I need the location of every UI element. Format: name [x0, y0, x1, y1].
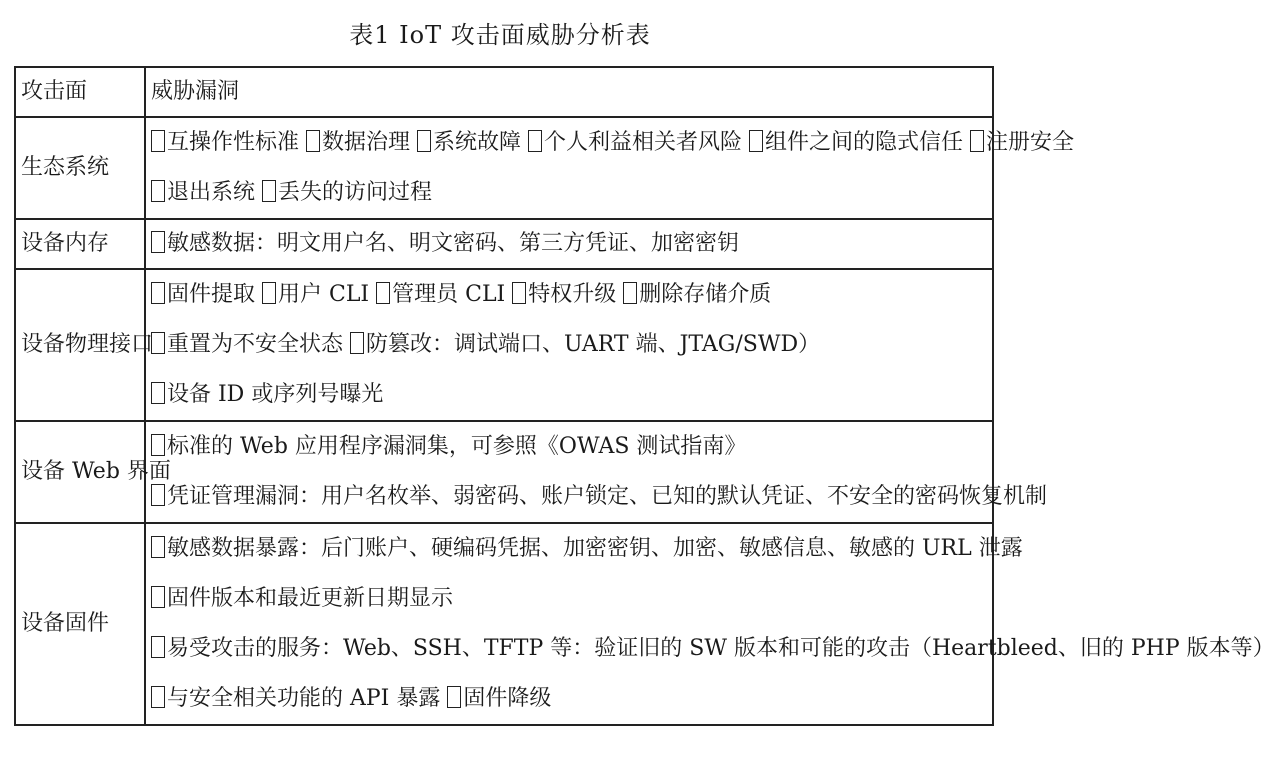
table-row: [15, 117, 993, 219]
threat-item: 固件版本和最近更新日期显示: [167, 586, 454, 611]
checkbox-icon: [262, 180, 276, 202]
threat-line: [151, 320, 992, 370]
threat-item: 删除存储介质: [639, 282, 772, 307]
threat-item: 重置为不安全状态: [167, 332, 350, 357]
header-attack-surface: 攻击面: [15, 67, 145, 117]
attack-surface-label: 设备 Web 界面: [21, 459, 171, 484]
checkbox-icon: [151, 332, 165, 354]
threat-item: 管理员 CLI: [392, 282, 513, 307]
threat-item: 特权升级: [528, 282, 624, 307]
attack-surface-label: 设备固件: [21, 611, 110, 636]
checkbox-icon: [151, 282, 165, 304]
attack-surface-cell: [15, 523, 145, 725]
checkbox-icon: [151, 382, 165, 404]
checkbox-icon: [262, 282, 276, 304]
checkbox-icon: [970, 130, 984, 152]
threat-item: 凭证管理漏洞：用户名枚举、弱密码、账户锁定、已知的默认凭证、不安全的密码恢复机制: [167, 484, 1048, 509]
threat-line: [151, 118, 1075, 168]
threat-cell: [145, 117, 1075, 219]
threat-item: 组件之间的隐式信任: [765, 130, 970, 155]
checkbox-icon: [151, 434, 165, 456]
threat-item: 个人利益相关者风险: [544, 130, 749, 155]
attack-surface-label: 设备物理接口: [21, 332, 154, 357]
checkbox-icon: [306, 130, 320, 152]
threat-item: 注册安全: [986, 130, 1075, 155]
checkbox-icon: [528, 130, 542, 152]
threat-line: [151, 624, 1275, 674]
threat-item: 系统故障: [433, 130, 528, 155]
checkbox-icon: [151, 636, 165, 658]
threat-item: 固件提取: [167, 282, 262, 307]
checkbox-icon: [151, 686, 165, 708]
threat-cell: [145, 219, 993, 269]
attack-surface-label: 设备内存: [21, 231, 110, 256]
checkbox-icon: [417, 130, 431, 152]
threat-cell: [145, 269, 993, 421]
table-caption: 表1 IoT 攻击面威胁分析表: [349, 21, 651, 49]
threat-item: 敏感数据暴露：后门账户、硬编码凭据、加密密钥、加密、敏感信息、敏感的 URL 泄露: [167, 536, 1023, 561]
threat-item: 用户 CLI: [278, 282, 377, 307]
threat-line: [151, 220, 992, 268]
checkbox-icon: [151, 231, 165, 253]
checkbox-icon: [447, 686, 461, 708]
threat-line: [151, 370, 992, 420]
threat-line: [151, 524, 1023, 574]
table-row: [15, 421, 993, 523]
table-row: [15, 219, 993, 269]
header-threat-vulnerability: 威胁漏洞: [145, 67, 993, 117]
threat-item: 固件降级: [463, 686, 552, 711]
threat-line: [151, 472, 1048, 522]
threat-item: 易受攻击的服务：Web、SSH、TFTP 等：验证旧的 SW 版本和可能的攻击（Heartbleed、旧的 PHP 版本等）: [167, 636, 1275, 661]
threat-item: 丢失的访问过程: [278, 180, 433, 205]
checkbox-icon: [151, 180, 165, 202]
checkbox-icon: [151, 586, 165, 608]
threat-line: [151, 168, 992, 218]
threat-cell: [145, 523, 1275, 725]
attack-surface-cell: [15, 117, 145, 219]
table-row: [15, 269, 993, 421]
checkbox-icon: [151, 484, 165, 506]
checkbox-icon: [623, 282, 637, 304]
threat-analysis-table: [14, 66, 1275, 726]
attack-surface-cell: [15, 421, 171, 523]
threat-item: 设备 ID 或序列号曝光: [167, 382, 384, 407]
attack-surface-label: 生态系统: [21, 155, 110, 180]
attack-surface-cell: [15, 219, 145, 269]
threat-line: [151, 422, 992, 472]
threat-item: 数据治理: [322, 130, 417, 155]
checkbox-icon: [512, 282, 526, 304]
checkbox-icon: [151, 536, 165, 558]
attack-surface-cell: [15, 269, 154, 421]
checkbox-icon: [749, 130, 763, 152]
threat-item: 互操作性标准: [167, 130, 306, 155]
threat-line: [151, 674, 992, 724]
table-row: [15, 523, 993, 725]
threat-line: [151, 574, 992, 624]
threat-item: 标准的 Web 应用程序漏洞集，可参照《OWAS 测试指南》: [167, 434, 747, 459]
threat-item: 敏感数据：明文用户名、明文密码、第三方凭证、加密密钥: [167, 231, 740, 256]
threat-cell: [145, 421, 1048, 523]
threat-item: 退出系统: [167, 180, 262, 205]
threat-item: 防篡改：调试端口、UART 端、JTAG/SWD）: [366, 332, 821, 357]
checkbox-icon: [151, 130, 165, 152]
checkbox-icon: [376, 282, 390, 304]
checkbox-icon: [350, 332, 364, 354]
threat-line: [151, 270, 992, 320]
table-header-row: [15, 67, 993, 117]
threat-item: 与安全相关功能的 API 暴露: [167, 686, 448, 711]
